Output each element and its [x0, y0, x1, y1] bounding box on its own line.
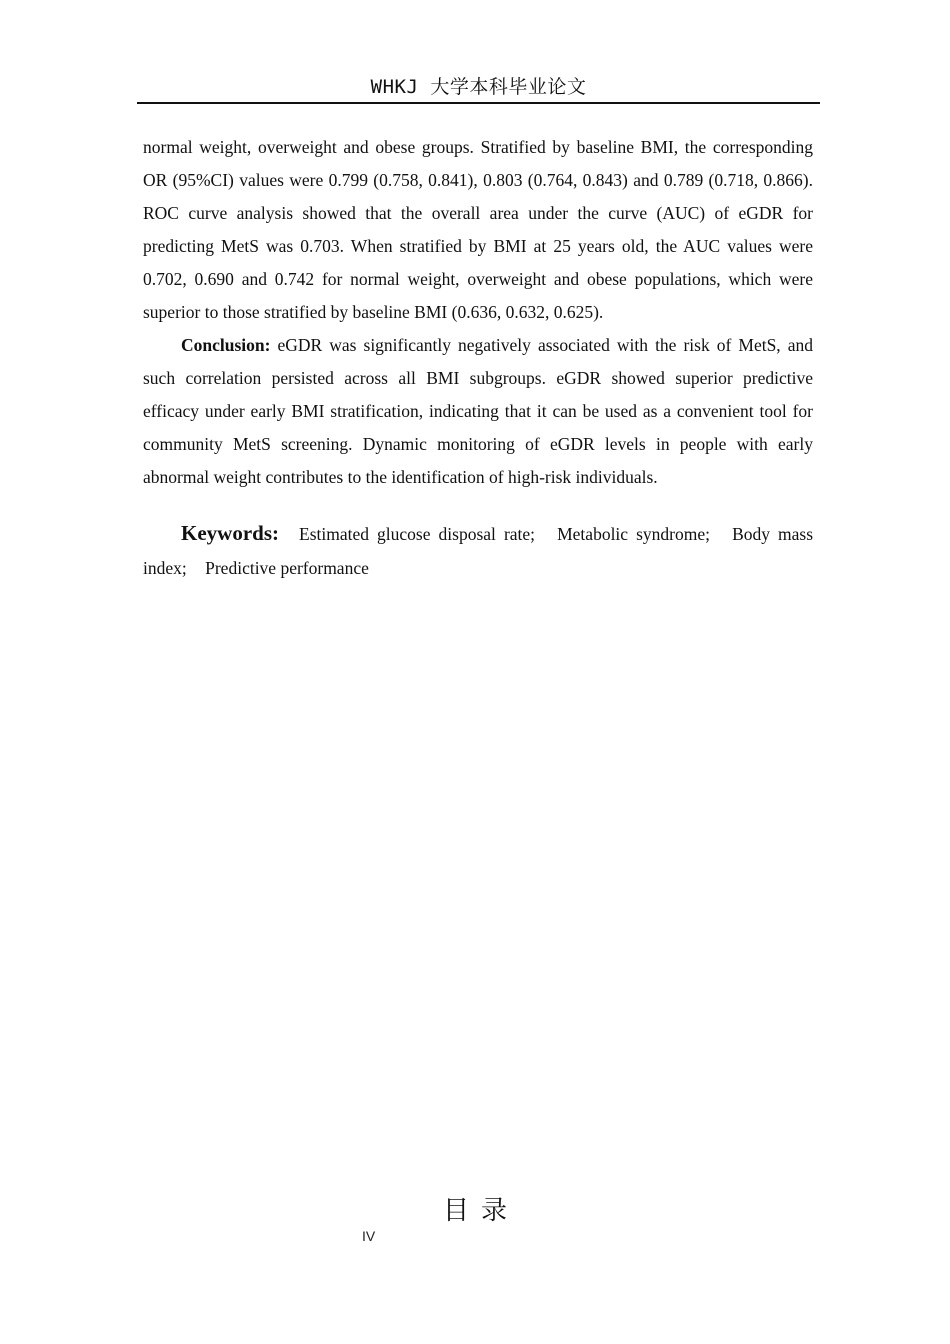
keyword-item: Predictive performance: [205, 558, 369, 578]
keyword-item: Estimated glucose disposal rate;: [299, 524, 536, 544]
results-paragraph: normal weight, overweight and obese groups. Stratified by baseline BMI, the corresponding OR (95%CI) values were 0.799 (0.758, 0.841), 0.803 (0.764, 0.843) and 0.789 (0.718, 0.866). ROC curve analysis showed that the overall area under the curve (AUC) of eGDR for predicting MetS was 0.703. When stratified by BMI at 25 years old, the AUC values were 0.702, 0.690 and 0.742 for normal weight, overweight and obese populations, which were superior to those stratified by baseline BMI (0.636, 0.632, 0.625).: [143, 137, 813, 322]
keyword-item: Body mass index;: [143, 524, 814, 578]
keyword-item: Metabolic syndrome;: [557, 524, 710, 544]
conclusion-label: Conclusion:: [181, 335, 271, 355]
page-number: IV: [362, 1228, 376, 1244]
keywords-label: Keywords:: [181, 521, 279, 545]
keywords-line: [143, 516, 813, 585]
conclusion-paragraph: [143, 329, 813, 494]
page-header: [137, 74, 820, 104]
header-title: WHKJ 大学本科毕业论文: [370, 76, 587, 98]
toc-title: 目录: [442, 1196, 519, 1226]
conclusion-text: eGDR was significantly negatively associated with the risk of MetS, and such correlation persisted across all BMI subgroups. eGDR showed superior predictive efficacy under early BMI stratification, indicating that it can be used as a convenient tool for community MetS screening. Dynamic monitoring of eGDR levels in people with early abnormal weight contributes to the identification of high-risk individuals.: [143, 335, 813, 487]
abstract-body: [143, 131, 813, 585]
